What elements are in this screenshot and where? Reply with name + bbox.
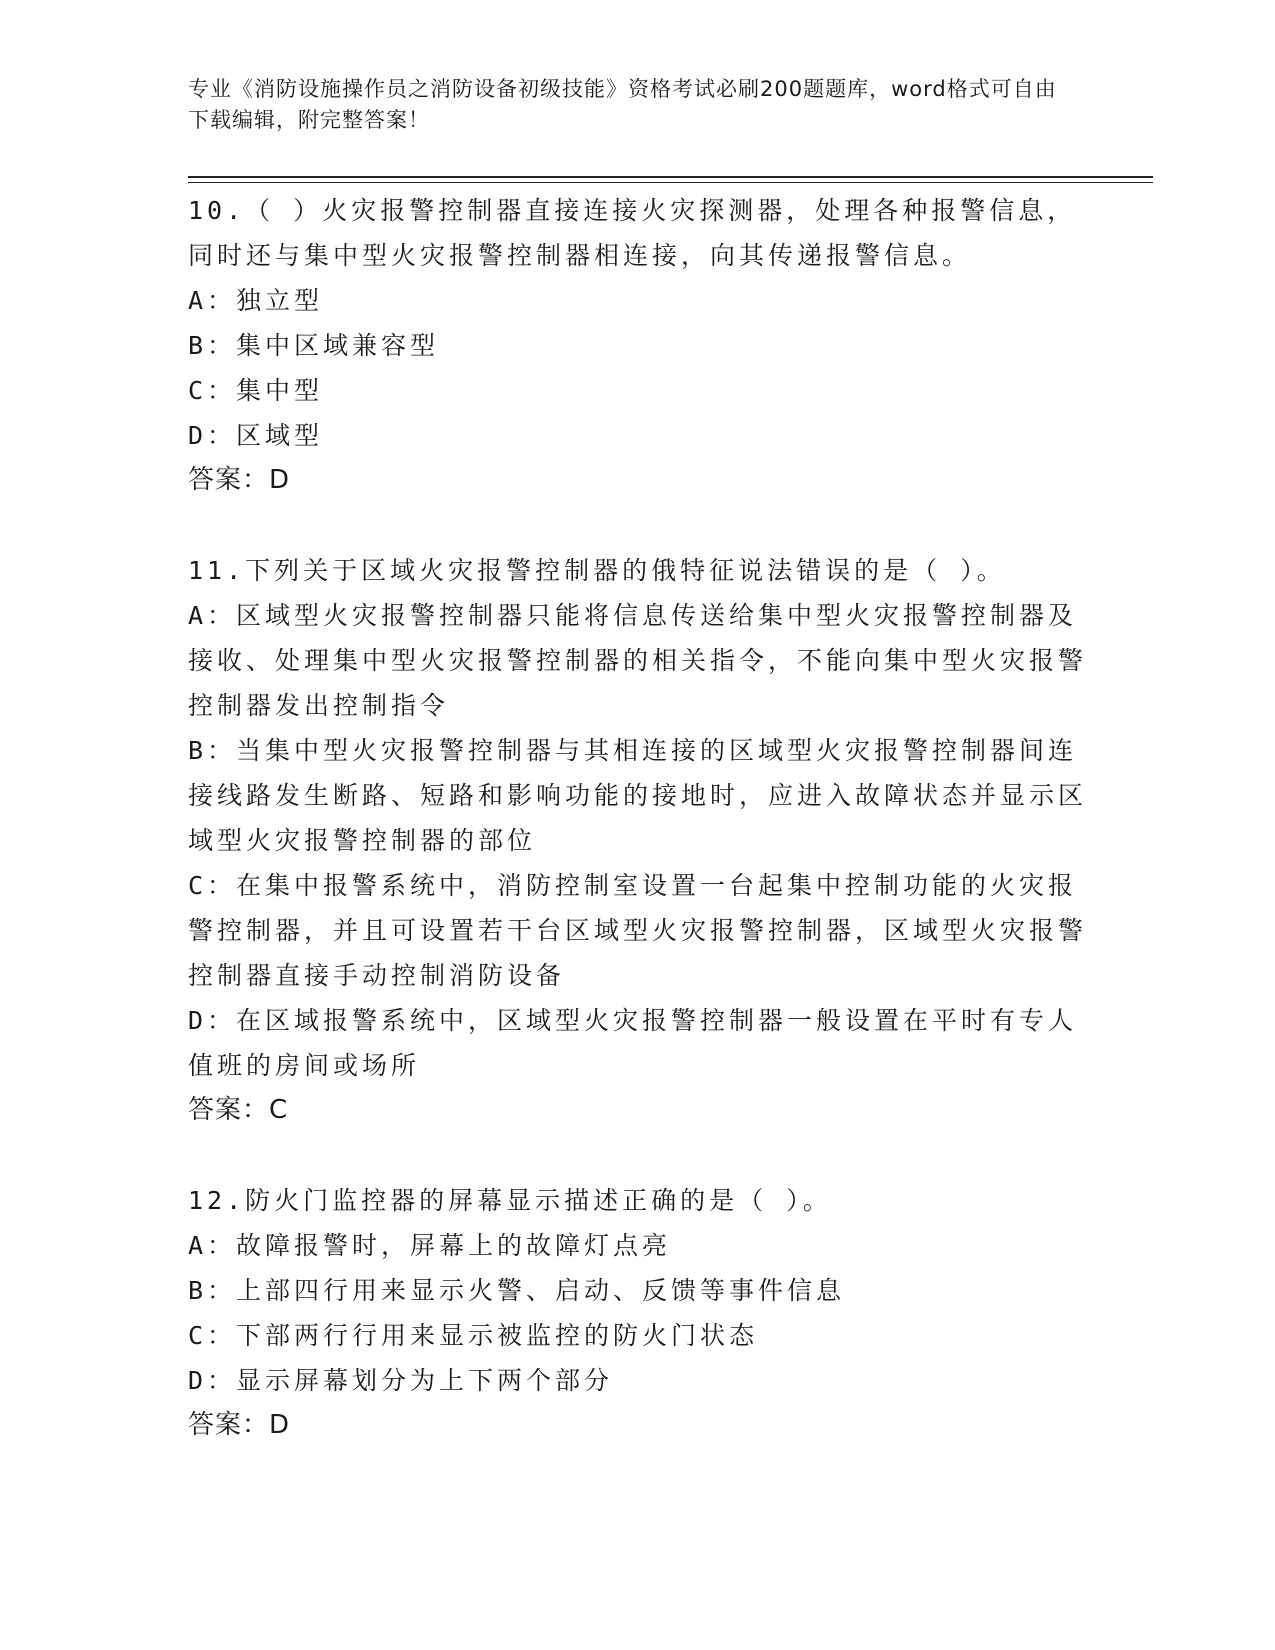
option-b: B：集中区域兼容型 [188, 331, 440, 360]
option-a: A：独立型 [188, 286, 324, 315]
document-header: 专业《消防设施操作员之消防设备初级技能》资格考试必刷200题题库，word格式可自由下载编辑，附完整答案！ [188, 77, 1057, 132]
question-10 [188, 188, 1088, 503]
question-text: 11.下列关于区域火灾报警控制器的俄特征说法错误的是（ ）。 [188, 556, 1006, 585]
option-c: C：下部两行行用来显示被监控的防火门状态 [188, 1321, 759, 1350]
option-d: D：在区域报警系统中，区域型火灾报警控制器一般设置在平时有专人值班的房间或场所 [188, 1006, 1078, 1080]
header-divider-thin [188, 182, 1153, 183]
question-11 [188, 548, 1088, 1133]
option-b: B：上部四行用来显示火警、启动、反馈等事件信息 [188, 1276, 846, 1305]
answer: 答案：D [188, 1410, 291, 1440]
answer: 答案：D [188, 465, 291, 495]
option-b: B：当集中型火灾报警控制器与其相连接的区域型火灾报警控制器间连接线路发生断路、短路和影响功能的接地时，应进入故障状态并显示区域型火灾报警控制器的部位 [188, 736, 1088, 855]
question-spacer [188, 503, 1088, 548]
option-c: C：在集中报警系统中，消防控制室设置一台起集中控制功能的火灾报警控制器，并且可设置若干台区域型火灾报警控制器，区域型火灾报警控制器直接手动控制消防设备 [188, 871, 1088, 990]
option-c: C：集中型 [188, 376, 324, 405]
question-text: 10.（ ）火灾报警控制器直接连接火灾探测器，处理各种报警信息，同时还与集中型火灾报警控制器相连接，向其传递报警信息。 [188, 196, 1077, 270]
answer: 答案：C [188, 1095, 289, 1125]
option-a: A：区域型火灾报警控制器只能将信息传送给集中型火灾报警控制器及接收、处理集中型火灾报警控制器的相关指令，不能向集中型火灾报警控制器发出控制指令 [188, 601, 1088, 720]
option-d: D：显示屏幕划分为上下两个部分 [188, 1366, 614, 1395]
question-text: 12.防火门监控器的屏幕显示描述正确的是（ ）。 [188, 1186, 832, 1215]
question-12 [188, 1178, 1088, 1448]
question-list [188, 188, 1088, 1448]
option-a: A：故障报警时，屏幕上的故障灯点亮 [188, 1231, 672, 1260]
option-d: D：区域型 [188, 421, 324, 450]
header-divider-thick [188, 176, 1153, 178]
question-spacer [188, 1133, 1088, 1178]
